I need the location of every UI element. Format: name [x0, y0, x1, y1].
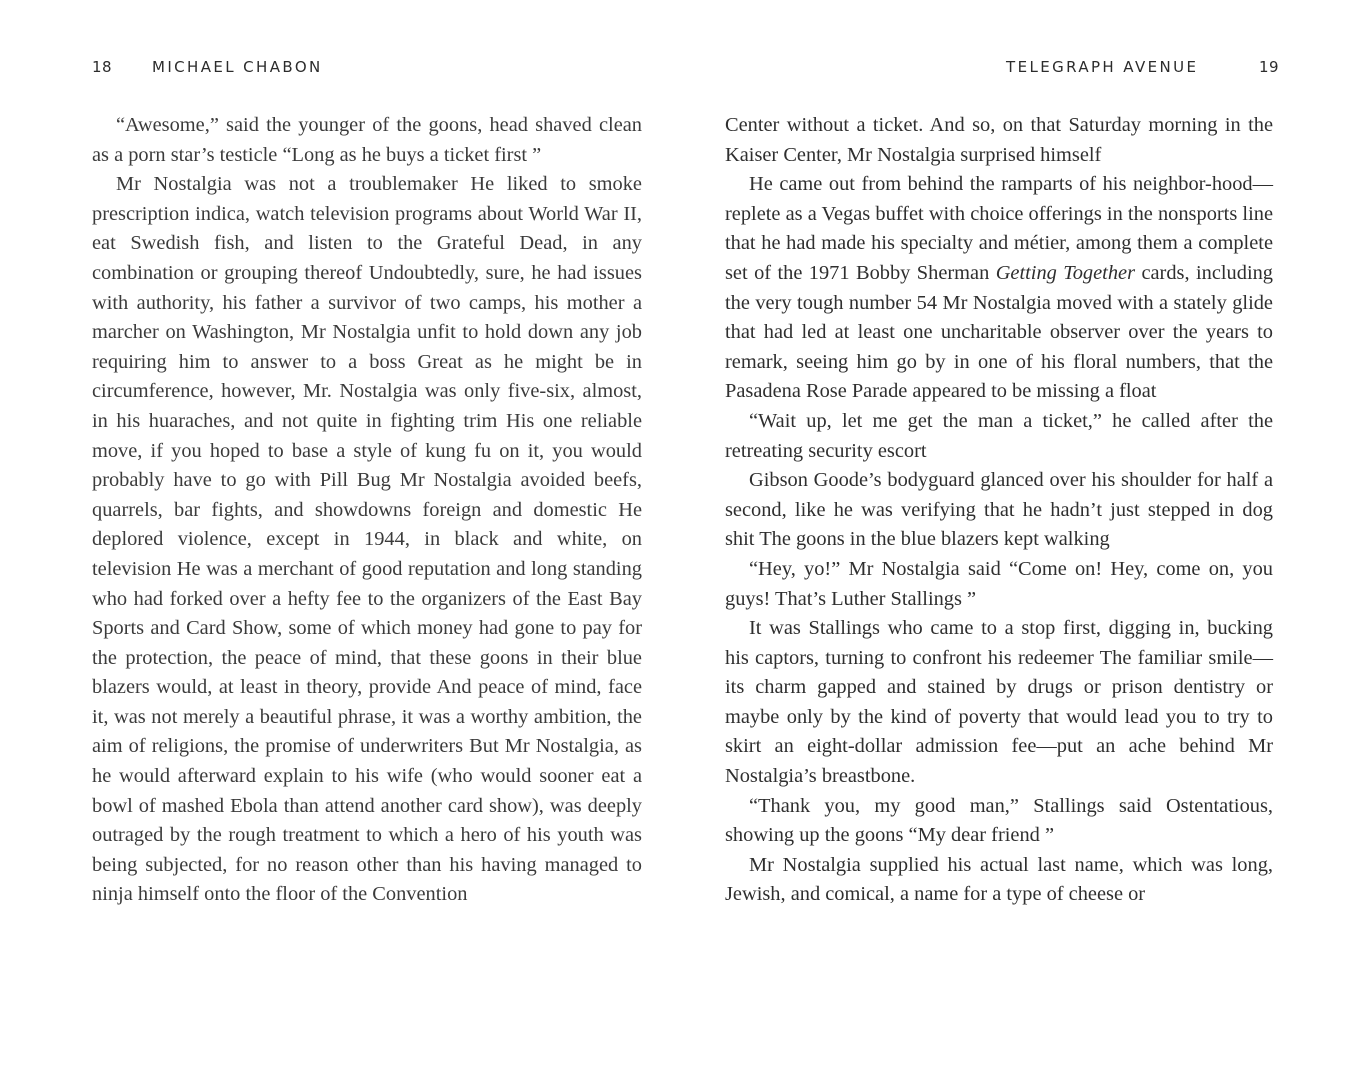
- paragraph: Mr Nostalgia was not a troublemaker He liked to smoke prescription indica, watch television programs about World War II, eat Swedish fish, and listen to the Grateful Dead, in any combination or grouping thereof Undoubtedly, sure, he had issues with authority, his father a survivor of two camps, his mother a marcher on Washington, Mr Nostalgia unfit to hold down any job requiring him to answer to a boss Great as he might be in circumference, however, Mr. Nostalgia was only five-six, almost, in his huaraches, and not quite in fighting trim His one reliable move, if you hoped to base a style of kung fu on it, you would probably have to go with Pill Bug Mr Nostalgia avoided beefs, quarrels, bar fights, and showdowns foreign and domestic He deplored violence, except in 1944, in black and white, on television He was a merchant of good reputation and long standing who had forked over a hefty fee to the organizers of the East Bay Sports and Card Show, some of which money had gone to pay for the protection, the peace of mind, that these goons in their blue blazers would, at least in theory, provide And peace of mind, face it, was not merely a beautiful phrase, it was a worthy ambition, the aim of religions, the promise of underwriters But Mr Nostalgia, as he would afterward explain to his wife (who would sooner eat a bowl of mashed Ebola than attend another card show), was deeply outraged by the rough treatment to which a hero of his youth was being subjected, for no reason other than his having managed to ninja himself onto the floor of the Convention: [92, 173, 642, 906]
- right-page: [684, 0, 1368, 1080]
- left-body-text: [92, 111, 642, 910]
- paragraph: “Awesome,” said the younger of the goons, head shaved clean as a porn star’s testicle “Long as he buys a ticket first ”: [92, 114, 642, 166]
- paragraph: “Thank you, my good man,” Stallings said Ostentatious, showing up the goons “My dear friend ”: [725, 794, 1273, 847]
- paragraph: “Wait up, let me get the man a ticket,” he called after the retreating security escort: [725, 409, 1273, 462]
- running-head-title: TELEGRAPH AVENUE: [1006, 58, 1199, 76]
- paragraph-text: He came out from behind the ramparts of his neighbor-hood—replete as a Vegas buffet with choice offerings in the nonsports line that he had made his specialty and métier, among them a complete set of the 1971 Bobby Sherman: [725, 173, 1273, 284]
- continued-paragraph: Center without a ticket. And so, on that Saturday morning in the Kaiser Center, Mr Nostalgia surprised himself: [725, 114, 1273, 166]
- running-head-author: MICHAEL CHABON: [152, 58, 323, 76]
- paragraph-text: cards, including the very tough number 54 Mr Nostalgia moved with a stately glide that had led at least one uncharitable observer over the years to remark, seeing him go by in one of his floral numbers, that the Pasadena Rose Parade appeared to be missing a float: [725, 261, 1274, 403]
- paragraph: It was Stallings who came to a stop first, digging in, bucking his captors, turning to confront his redeemer The familiar smile—its charm gapped and stained by drugs or prison dentistry or maybe only by the kind of poverty that would lead you to try to skirt an eight-dollar admission fee—put an ache behind Mr Nostalgia’s breastbone.: [725, 617, 1273, 788]
- page-number-left: 18: [92, 58, 113, 76]
- paragraph: [725, 170, 1273, 407]
- paragraph: Gibson Goode’s bodyguard glanced over his shoulder for half a second, like he was verifying that he hadn’t just stepped in dog shit The goons in the blue blazers kept walking: [725, 469, 1273, 551]
- paragraph: Mr Nostalgia supplied his actual last name, which was long, Jewish, and comical, a name for a type of cheese or: [725, 853, 1273, 906]
- right-body-text: [725, 111, 1273, 910]
- card-set-title: Getting Together: [995, 261, 1136, 284]
- paragraph: “Hey, yo!” Mr Nostalgia said “Come on! Hey, come on, you guys! That’s Luther Stallings ”: [725, 557, 1273, 610]
- page-number-right: 19: [1259, 58, 1280, 76]
